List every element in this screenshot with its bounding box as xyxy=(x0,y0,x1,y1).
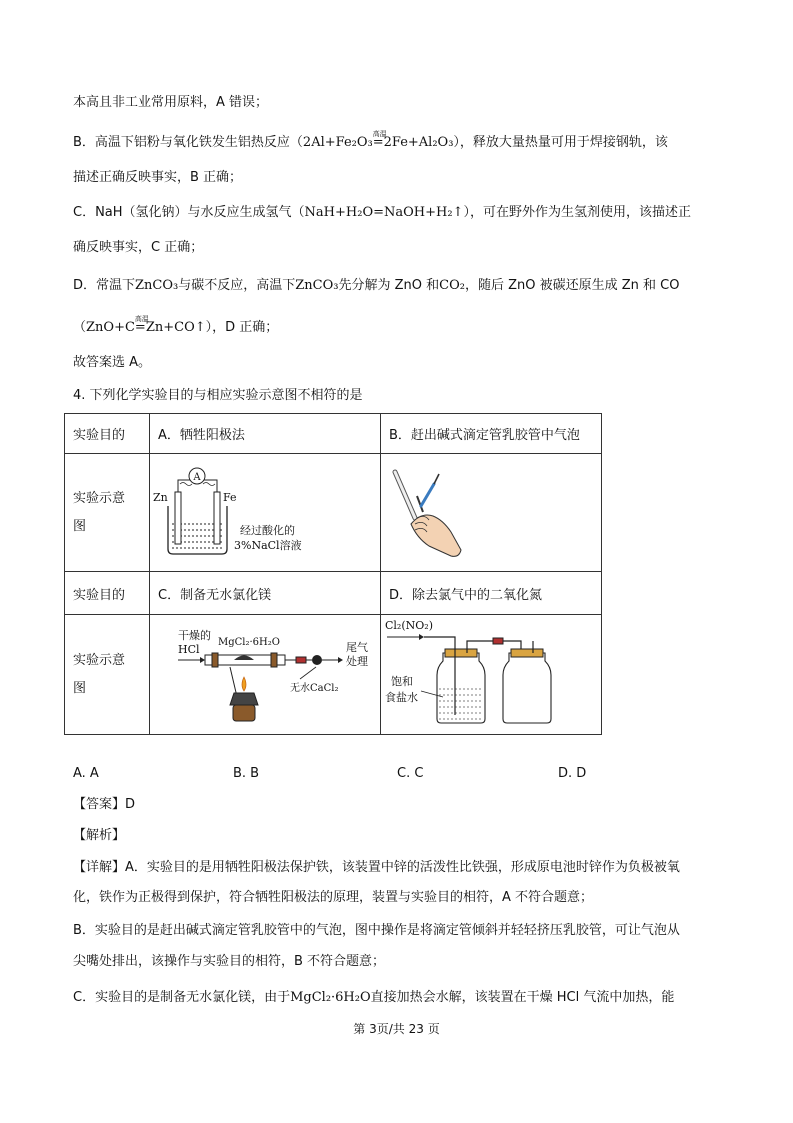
hand xyxy=(411,515,461,556)
equation: ZnCO₃ xyxy=(135,278,179,293)
page-footer: 第 3页/共 23 页 xyxy=(353,1022,440,1036)
equation: ZnO+C= 高温 Zn+CO↑ xyxy=(86,315,206,335)
option-a: A. A xyxy=(73,766,99,781)
cacl2-label: 无水CaCl₂ xyxy=(290,683,339,694)
explanation-line: C．实验目的是制备无水氯化镁，由于MgCl₂·6H₂O直接加热会水解，该装置在干燥 HCl 气流中加热，能 xyxy=(73,990,675,1005)
diagram-c-cell xyxy=(150,615,381,735)
wash-bottle-1 xyxy=(437,653,485,723)
solution-label-1: 经过酸化的 xyxy=(240,524,295,537)
ammeter-label: A xyxy=(193,472,201,483)
anhydrous-mgcl2-diagram xyxy=(150,615,372,730)
equation: ZnCO₃ xyxy=(295,278,339,293)
explanation-line: 【详解】A．实验目的是用牺牲阳极法保护铁，该装置中锌的活泼性比铁强，形成原电池时锌作为负极被氧 xyxy=(73,860,680,875)
equation: MgCl₂·6H₂O xyxy=(290,990,371,1005)
equation: NaH+H₂O=NaOH+H₂↑ xyxy=(304,205,464,220)
purpose-label: 实验目的 xyxy=(65,414,150,454)
solution-label-2: 3%NaCl溶液 xyxy=(234,539,302,552)
experiment-table xyxy=(64,413,602,735)
diagram-d-cell xyxy=(381,615,602,735)
option-b: B. B xyxy=(233,766,260,781)
option-c: C. C xyxy=(397,766,424,781)
text-line: B．高温下铝粉与氧化铁发生铝热反应（2Al+Fe₂O₃= 高温 2Fe+Al₂O₃），释放大量热量可用于焊接钢轨，该 xyxy=(73,130,668,150)
lamp xyxy=(230,693,258,705)
text-line: 描述正确反映事实，B 正确； xyxy=(73,170,243,185)
explanation-line: B．实验目的是赶出碱式滴定管乳胶管中的气泡，图中操作是将滴定管倾斜并轻轻挤压乳胶管，可让气泡从 xyxy=(73,923,680,938)
gas-washing-diagram xyxy=(381,615,593,730)
explanation-line: 尖嘴处排出，该操作与实验目的相符，B 不符合题意； xyxy=(73,954,386,969)
text-line: 故答案选 A。 xyxy=(73,355,152,370)
sacrificial-anode-diagram xyxy=(150,454,372,567)
option-d: D. D xyxy=(558,766,587,781)
text-line: C．NaH（氢化钠）与水反应生成氢气（NaH+H₂O=NaOH+H₂↑），可在野外作为生氢剂使用，该描述正 xyxy=(73,205,691,220)
answer-label: 【答案】D xyxy=(73,797,136,812)
analysis-label: 【解析】 xyxy=(73,828,126,843)
tail-gas-label-1: 尾气 xyxy=(346,641,368,654)
saturated-label-1: 饱和 xyxy=(391,675,413,688)
text-line: 确反映事实，C 正确； xyxy=(73,240,204,255)
diagram-label: 实验示意图 xyxy=(65,615,150,735)
flame xyxy=(242,677,246,691)
equation: CO₂ xyxy=(439,278,465,293)
question-4: 4. 下列化学实验目的与相应实验示意图不相符的是 xyxy=(73,388,363,403)
diagram-b-cell xyxy=(381,454,602,572)
mgcl2-label: MgCl₂·6H₂O xyxy=(218,637,280,648)
text-line: 本高且非工业常用原料，A 错误； xyxy=(73,95,269,110)
saturated-label-2: 食盐水 xyxy=(385,691,418,704)
fe-label: Fe xyxy=(223,491,237,504)
diagram-a-cell xyxy=(150,454,381,572)
purpose-label: 实验目的 xyxy=(65,572,150,615)
text-line: D．常温下ZnCO₃与碳不反应，高温下ZnCO₃先分解为 ZnO 和CO₂，随后 ZnO 被碳还原生成 Zn 和 CO xyxy=(73,278,680,293)
dry-hcl-label-2: HCl xyxy=(178,643,200,656)
text-line: （ZnO+C= 高温 Zn+CO↑），D 正确； xyxy=(73,315,279,335)
explanation-line: 化，铁作为正极得到保护，符合牺牲阳极法的原理，装置与实验目的相符，A 不符合题意； xyxy=(73,890,594,905)
zn-label: Zn xyxy=(153,491,168,504)
equation: 2Al+Fe₂O₃= 高温 2Fe+Al₂O₃ xyxy=(302,130,454,150)
tail-gas-label-2: 处理 xyxy=(346,655,368,668)
option-c-title: C．制备无水氯化镁 xyxy=(150,572,381,615)
option-a-title: A．牺牲阳极法 xyxy=(150,414,381,454)
drying-bulb xyxy=(312,655,322,665)
option-b-title: B．赶出碱式滴定管乳胶管中气泡 xyxy=(381,414,602,454)
dry-hcl-label-1: 干燥的 xyxy=(178,629,211,642)
zn-electrode xyxy=(175,492,181,544)
wash-bottle-2 xyxy=(503,653,551,723)
fe-electrode xyxy=(214,492,220,544)
burette-bubble-diagram xyxy=(381,454,593,567)
diagram-label: 实验示意图 xyxy=(65,454,150,572)
rubber-tube xyxy=(421,484,434,506)
gas-label: Cl₂(NO₂) xyxy=(385,619,433,632)
option-d-title: D．除去氯气中的二氧化氮 xyxy=(381,572,602,615)
